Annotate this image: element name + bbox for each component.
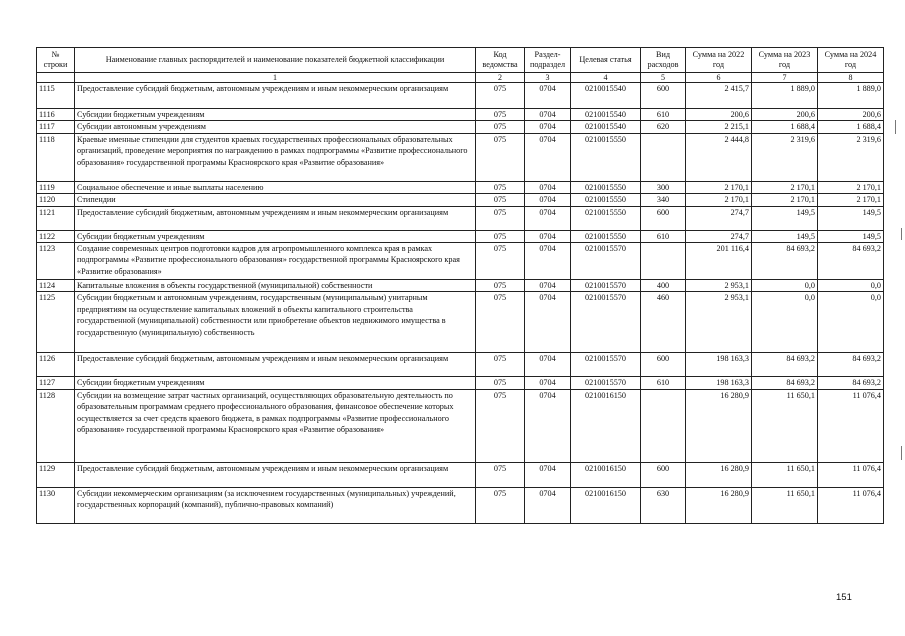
row-name-cell: Создание современных центров подготовки кадров для агропромышленного комплекса края в рамках подпрограммы «Развитие профессионального образования» государственной программы Красноярского края «Развитие образования» (75, 243, 476, 280)
table-row (37, 194, 884, 206)
table-row (37, 121, 884, 133)
header-dept-code: Код ведомства (476, 48, 525, 73)
row-number-cell: 1126 (37, 353, 75, 377)
sum-2022-cell: 2 953,1 (686, 292, 752, 353)
column-number: 5 (641, 73, 686, 83)
row-number-cell: 1116 (37, 109, 75, 121)
sum-2022-cell: 16 280,9 (686, 389, 752, 462)
row-number-cell: 1123 (37, 243, 75, 280)
dept-code-cell: 075 (476, 133, 525, 181)
column-number-blank (37, 73, 75, 83)
column-number: 7 (752, 73, 818, 83)
expense-type-cell: 600 (641, 462, 686, 487)
sum-2022-cell: 2 215,1 (686, 121, 752, 133)
expense-type-cell: 610 (641, 230, 686, 242)
expense-type-cell: 300 (641, 181, 686, 193)
scan-artifact-mark (895, 120, 896, 134)
dept-code-cell: 075 (476, 292, 525, 353)
target-article-cell: 0210015550 (571, 181, 641, 193)
sum-2022-cell: 2 170,1 (686, 194, 752, 206)
table-row (37, 83, 884, 109)
target-article-cell: 0210015540 (571, 121, 641, 133)
section-cell: 0704 (525, 243, 571, 280)
sum-2023-cell: 1 688,4 (752, 121, 818, 133)
dept-code-cell: 075 (476, 83, 525, 109)
row-number-cell: 1124 (37, 280, 75, 292)
table-row (37, 377, 884, 389)
target-article-cell: 0210016150 (571, 462, 641, 487)
sum-2024-cell: 0,0 (818, 280, 884, 292)
expense-type-cell: 600 (641, 353, 686, 377)
header-expense-type: Вид расходов (641, 48, 686, 73)
dept-code-cell: 075 (476, 206, 525, 230)
table-row (37, 133, 884, 181)
row-name-cell: Субсидии на возмещение затрат частных организаций, осуществляющих образовательную деятельность по образовательным программам среднего профессионального образования, финансовое обеспечение которых осуществляется за счет средств краевого бюджета, в рамках подпрограммы «Развитие профессионального образования» государственной программы Красноярского края «Развитие образования» (75, 389, 476, 462)
sum-2022-cell: 2 444,8 (686, 133, 752, 181)
sum-2024-cell: 149,5 (818, 206, 884, 230)
target-article-cell: 0210015540 (571, 109, 641, 121)
target-article-cell: 0210015570 (571, 377, 641, 389)
sum-2023-cell: 84 693,2 (752, 377, 818, 389)
sum-2022-cell: 2 415,7 (686, 83, 752, 109)
header-name: Наименование главных распорядителей и наименование показателей бюджетной классификации (75, 48, 476, 73)
target-article-cell: 0210015570 (571, 243, 641, 280)
sum-2023-cell: 11 650,1 (752, 389, 818, 462)
scan-artifact-mark (901, 446, 902, 460)
sum-2024-cell: 84 693,2 (818, 353, 884, 377)
row-name-cell: Субсидии бюджетным учреждениям (75, 109, 476, 121)
dept-code-cell: 075 (476, 353, 525, 377)
expense-type-cell (641, 243, 686, 280)
sum-2023-cell: 11 650,1 (752, 462, 818, 487)
expense-type-cell: 620 (641, 121, 686, 133)
row-number-cell: 1129 (37, 462, 75, 487)
sum-2023-cell: 149,5 (752, 206, 818, 230)
column-number: 4 (571, 73, 641, 83)
section-cell: 0704 (525, 133, 571, 181)
section-cell: 0704 (525, 292, 571, 353)
target-article-cell: 0210016150 (571, 487, 641, 523)
sum-2022-cell: 2 953,1 (686, 280, 752, 292)
dept-code-cell: 075 (476, 109, 525, 121)
row-name-cell: Субсидии автономным учреждениям (75, 121, 476, 133)
sum-2023-cell: 11 650,1 (752, 487, 818, 523)
sum-2023-cell: 200,6 (752, 109, 818, 121)
column-number: 3 (525, 73, 571, 83)
dept-code-cell: 075 (476, 280, 525, 292)
section-cell: 0704 (525, 109, 571, 121)
row-number-cell: 1115 (37, 83, 75, 109)
section-cell: 0704 (525, 377, 571, 389)
row-number-cell: 1127 (37, 377, 75, 389)
scan-artifact-mark (901, 228, 902, 240)
table-row (37, 243, 884, 280)
target-article-cell: 0210015550 (571, 230, 641, 242)
sum-2022-cell: 16 280,9 (686, 487, 752, 523)
row-number-cell: 1128 (37, 389, 75, 462)
sum-2022-cell: 201 116,4 (686, 243, 752, 280)
section-cell: 0704 (525, 487, 571, 523)
section-cell: 0704 (525, 280, 571, 292)
sum-2023-cell: 84 693,2 (752, 353, 818, 377)
row-name-cell: Стипендии (75, 194, 476, 206)
expense-type-cell: 600 (641, 83, 686, 109)
expense-type-cell: 600 (641, 206, 686, 230)
sum-2024-cell: 11 076,4 (818, 487, 884, 523)
header-row-no: № строки (37, 48, 75, 73)
sum-2023-cell: 2 170,1 (752, 181, 818, 193)
dept-code-cell: 075 (476, 377, 525, 389)
row-number-cell: 1117 (37, 121, 75, 133)
target-article-cell: 0210015550 (571, 194, 641, 206)
sum-2024-cell: 84 693,2 (818, 377, 884, 389)
sum-2024-cell: 84 693,2 (818, 243, 884, 280)
row-number-cell: 1130 (37, 487, 75, 523)
dept-code-cell: 075 (476, 487, 525, 523)
section-cell: 0704 (525, 230, 571, 242)
header-sum-2022: Сумма на 2022 год (686, 48, 752, 73)
sum-2022-cell: 198 163,3 (686, 377, 752, 389)
section-cell: 0704 (525, 206, 571, 230)
table-row (37, 230, 884, 242)
row-number-cell: 1120 (37, 194, 75, 206)
row-name-cell: Предоставление субсидий бюджетным, автономным учреждениям и иным некоммерческим организациям (75, 462, 476, 487)
sum-2024-cell: 11 076,4 (818, 462, 884, 487)
row-name-cell: Субсидии бюджетным учреждениям (75, 230, 476, 242)
sum-2024-cell: 149,5 (818, 230, 884, 242)
column-number: 1 (75, 73, 476, 83)
header-section: Раздел-подраздел (525, 48, 571, 73)
sum-2023-cell: 149,5 (752, 230, 818, 242)
sum-2023-cell: 1 889,0 (752, 83, 818, 109)
budget-table (36, 47, 884, 524)
sum-2022-cell: 200,6 (686, 109, 752, 121)
page-number: 151 (836, 592, 852, 603)
sum-2024-cell: 0,0 (818, 292, 884, 353)
row-name-cell: Предоставление субсидий бюджетным, автономным учреждениям и иным некоммерческим организациям (75, 83, 476, 109)
sum-2023-cell: 0,0 (752, 292, 818, 353)
table-header-row (37, 48, 884, 73)
header-sum-2023: Сумма на 2023 год (752, 48, 818, 73)
section-cell: 0704 (525, 462, 571, 487)
table-row (37, 353, 884, 377)
sum-2024-cell: 1 688,4 (818, 121, 884, 133)
dept-code-cell: 075 (476, 389, 525, 462)
section-cell: 0704 (525, 121, 571, 133)
sum-2022-cell: 274,7 (686, 206, 752, 230)
target-article-cell: 0210015540 (571, 83, 641, 109)
expense-type-cell: 460 (641, 292, 686, 353)
target-article-cell: 0210015550 (571, 206, 641, 230)
header-target-article: Целевая статья (571, 48, 641, 73)
row-name-cell: Капитальные вложения в объекты государственной (муниципальной) собственности (75, 280, 476, 292)
expense-type-cell: 630 (641, 487, 686, 523)
section-cell: 0704 (525, 353, 571, 377)
sum-2023-cell: 2 170,1 (752, 194, 818, 206)
sum-2024-cell: 2 170,1 (818, 194, 884, 206)
dept-code-cell: 075 (476, 230, 525, 242)
row-number-cell: 1118 (37, 133, 75, 181)
row-name-cell: Субсидии бюджетным учреждениям (75, 377, 476, 389)
section-cell: 0704 (525, 389, 571, 462)
expense-type-cell: 610 (641, 377, 686, 389)
column-number: 2 (476, 73, 525, 83)
sum-2024-cell: 11 076,4 (818, 389, 884, 462)
table-row (37, 109, 884, 121)
target-article-cell: 0210015570 (571, 280, 641, 292)
target-article-cell: 0210015570 (571, 353, 641, 377)
sum-2022-cell: 198 163,3 (686, 353, 752, 377)
section-cell: 0704 (525, 181, 571, 193)
target-article-cell: 0210015570 (571, 292, 641, 353)
row-number-cell: 1122 (37, 230, 75, 242)
sum-2022-cell: 274,7 (686, 230, 752, 242)
row-number-cell: 1125 (37, 292, 75, 353)
expense-type-cell (641, 133, 686, 181)
dept-code-cell: 075 (476, 462, 525, 487)
row-name-cell: Социальное обеспечение и иные выплаты населению (75, 181, 476, 193)
header-sum-2024: Сумма на 2024 год (818, 48, 884, 73)
target-article-cell: 0210016150 (571, 389, 641, 462)
sum-2024-cell: 2 319,6 (818, 133, 884, 181)
sum-2022-cell: 16 280,9 (686, 462, 752, 487)
expense-type-cell: 340 (641, 194, 686, 206)
column-number-row (37, 73, 884, 83)
expense-type-cell: 610 (641, 109, 686, 121)
table-row (37, 487, 884, 523)
dept-code-cell: 075 (476, 121, 525, 133)
row-name-cell: Субсидии некоммерческим организациям (за исключением государственных (муниципальных) учреждений, государственных корпораций (компаний), публично-правовых компаний) (75, 487, 476, 523)
column-number: 6 (686, 73, 752, 83)
row-name-cell: Краевые именные стипендии для студентов краевых государственных профессиональных образовательных организаций, проведение мероприятия по награждению в рамках подпрограммы «Развитие профессионального образования» государственной программы Красноярского края «Развитие образования» (75, 133, 476, 181)
table-row (37, 280, 884, 292)
table-row (37, 181, 884, 193)
column-number: 8 (818, 73, 884, 83)
row-name-cell: Предоставление субсидий бюджетным, автономным учреждениям и иным некоммерческим организациям (75, 206, 476, 230)
row-number-cell: 1119 (37, 181, 75, 193)
dept-code-cell: 075 (476, 243, 525, 280)
table-row (37, 292, 884, 353)
expense-type-cell (641, 389, 686, 462)
dept-code-cell: 075 (476, 194, 525, 206)
budget-table-sheet (36, 47, 883, 524)
section-cell: 0704 (525, 83, 571, 109)
table-row (37, 462, 884, 487)
row-name-cell: Предоставление субсидий бюджетным, автономным учреждениям и иным некоммерческим организациям (75, 353, 476, 377)
section-cell: 0704 (525, 194, 571, 206)
row-number-cell: 1121 (37, 206, 75, 230)
dept-code-cell: 075 (476, 181, 525, 193)
row-name-cell: Субсидии бюджетным и автономным учреждениям, государственным (муниципальным) унитарным предприятиям на осуществление капитальных вложений в объекты капитального строительства государственной (муниципальной) собственности или приобретение объектов недвижимого имущества в государственную (муниципальную) собственность (75, 292, 476, 353)
sum-2023-cell: 2 319,6 (752, 133, 818, 181)
table-row (37, 389, 884, 462)
target-article-cell: 0210015550 (571, 133, 641, 181)
sum-2022-cell: 2 170,1 (686, 181, 752, 193)
table-row (37, 206, 884, 230)
expense-type-cell: 400 (641, 280, 686, 292)
sum-2024-cell: 2 170,1 (818, 181, 884, 193)
sum-2024-cell: 1 889,0 (818, 83, 884, 109)
sum-2023-cell: 0,0 (752, 280, 818, 292)
sum-2024-cell: 200,6 (818, 109, 884, 121)
sum-2023-cell: 84 693,2 (752, 243, 818, 280)
table-body (37, 83, 884, 524)
